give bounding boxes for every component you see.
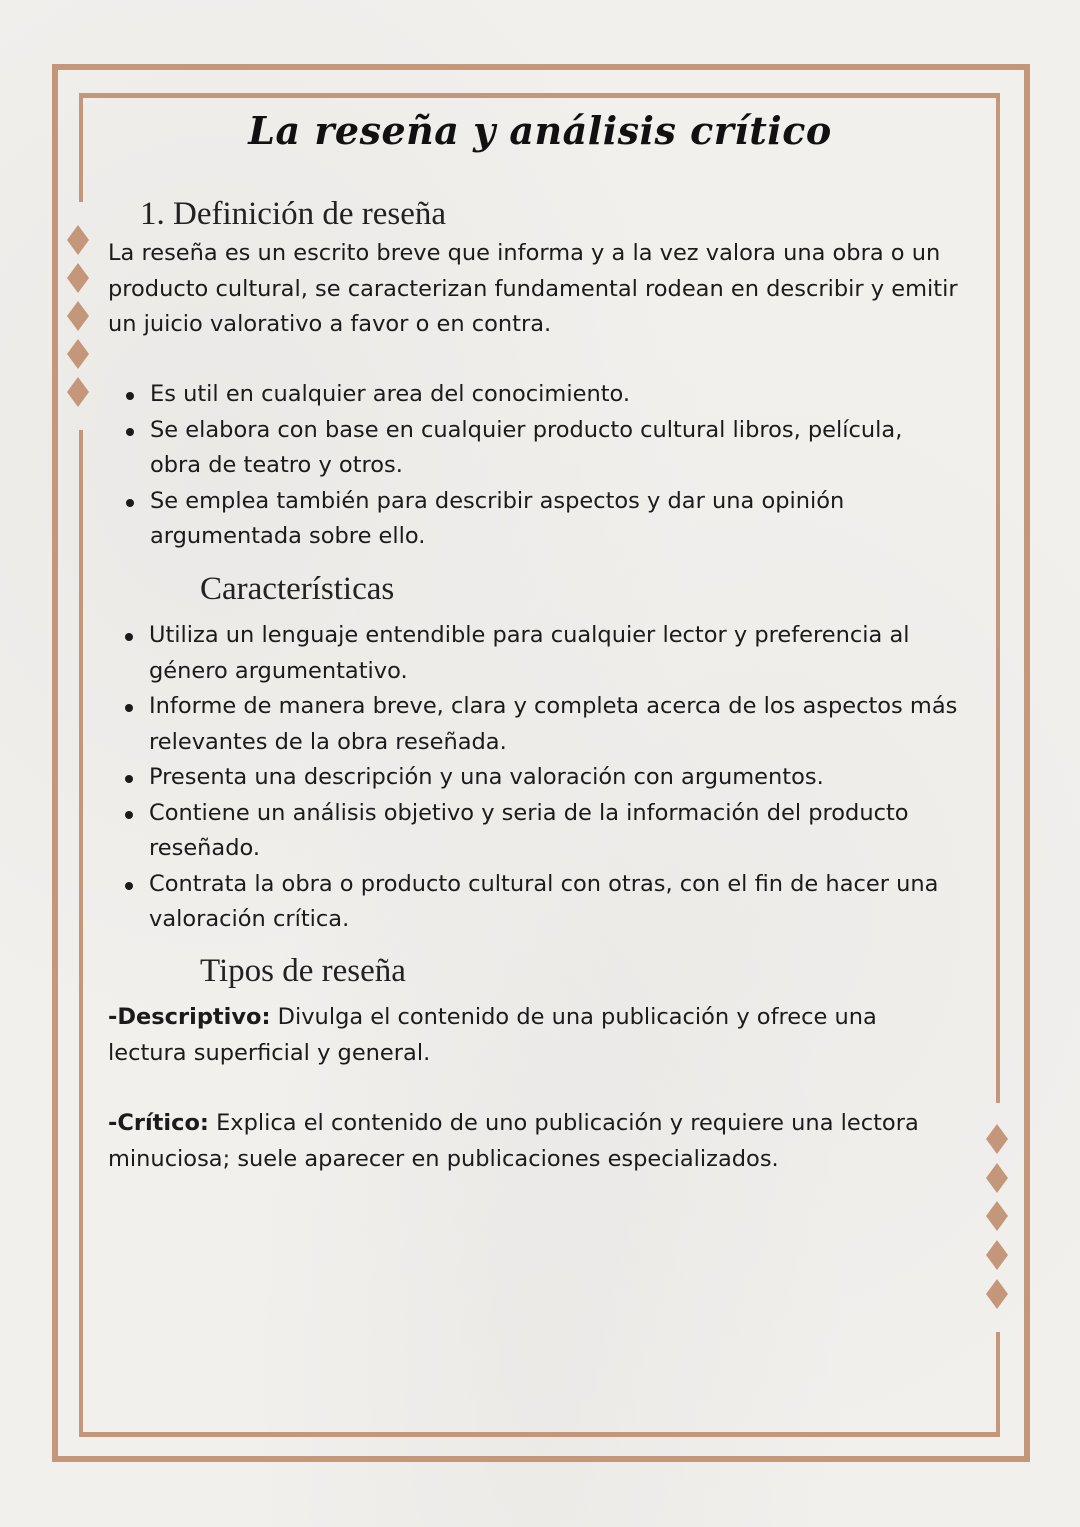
outer-border-left bbox=[52, 64, 58, 1462]
diamond-icon bbox=[67, 225, 89, 255]
inner-border-left-lower bbox=[79, 430, 83, 1437]
type-description: Divulga el contenido de una publicación y ofrece una lectura superficial y general. bbox=[108, 1004, 877, 1066]
inner-border-right-lower bbox=[996, 1332, 1000, 1437]
diamond-icon bbox=[67, 377, 89, 407]
type-critical bbox=[108, 1106, 968, 1177]
section-heading-definition: 1. Definición de reseña bbox=[140, 196, 447, 232]
diamond-icon bbox=[67, 263, 89, 293]
diamond-icon bbox=[986, 1201, 1008, 1231]
list-item: Se elabora con base en cualquier producto cultural libros, película, obra de teatro y otros. bbox=[108, 413, 948, 484]
diamond-icon bbox=[986, 1124, 1008, 1154]
diamond-icon bbox=[986, 1240, 1008, 1270]
list-item: Informe de manera breve, clara y completa acerca de los aspectos más relevantes de la obra reseñada. bbox=[107, 689, 977, 760]
list-item: Contiene un análisis objetivo y seria de la información del producto reseñado. bbox=[107, 796, 977, 867]
diamond-icon bbox=[67, 339, 89, 369]
diamond-icon bbox=[986, 1279, 1008, 1309]
section-heading-types: Tipos de reseña bbox=[200, 953, 406, 989]
type-description: Explica el contenido de uno publicación y requiere una lectora minuciosa; suele aparecer en publicaciones especializados. bbox=[108, 1110, 919, 1172]
type-label: -Crítico: bbox=[108, 1110, 209, 1136]
list-item: Utiliza un lenguaje entendible para cualquier lector y preferencia al género argumentativo. bbox=[107, 618, 977, 689]
diamond-icon bbox=[67, 301, 89, 331]
type-descriptive bbox=[108, 1000, 928, 1071]
characteristics-bullet-list bbox=[107, 618, 977, 938]
list-item: Contrata la obra o producto cultural con otras, con el fin de hacer una valoración crítica. bbox=[107, 867, 977, 938]
outer-border-top bbox=[52, 64, 1030, 70]
list-item: Es util en cualquier area del conocimiento. bbox=[108, 377, 948, 413]
outer-border-bottom bbox=[52, 1456, 1030, 1462]
definition-paragraph: La reseña es un escrito breve que informa y a la vez valora una obra o un producto cultural, se caracterizan fundamental rodean en describir y emitir un juicio valorativo a favor o en contra. bbox=[108, 240, 958, 337]
inner-border-right-upper bbox=[996, 93, 1000, 1103]
inner-border-bottom bbox=[79, 1432, 1000, 1437]
list-item: Se emplea también para describir aspectos y dar una opinión argumentada sobre ello. bbox=[108, 484, 948, 555]
outer-border-right bbox=[1024, 64, 1030, 1462]
list-item: Presenta una descripción y una valoración con argumentos. bbox=[107, 760, 977, 796]
inner-border-top bbox=[79, 93, 1000, 98]
definition-bullet-list bbox=[108, 377, 948, 555]
diamond-icon bbox=[986, 1163, 1008, 1193]
page-title: La reseña y análisis crítico bbox=[248, 108, 832, 153]
section-heading-characteristics: Características bbox=[200, 571, 395, 607]
type-label: -Descriptivo: bbox=[108, 1004, 271, 1030]
